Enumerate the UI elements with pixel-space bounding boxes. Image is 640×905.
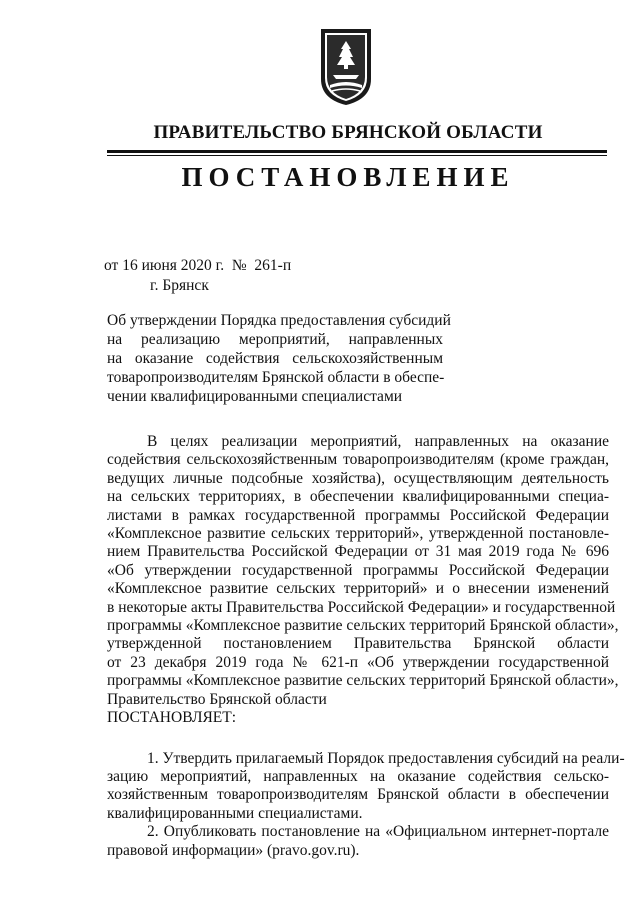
resolves-keyword: ПОСТАНОВЛЯЕТ: xyxy=(107,709,237,727)
preamble-line: «Комплексное развитие сельских территорий», утвержденной постановле- xyxy=(107,525,609,543)
preamble-line: «Комплексное развитие сельских территорий» и о внесении изменений xyxy=(107,580,609,598)
item-2-line: 2. Опубликовать постановление на «Официальном интернет-портале xyxy=(147,823,609,841)
bryansk-coat-of-arms-icon xyxy=(318,27,374,107)
preamble-line: содействия сельскохозяйственным товаропроизводителям (кроме граждан, xyxy=(107,451,609,469)
preamble-line: в некоторые акты Правительства Российской Федерации» и государственной xyxy=(107,598,616,616)
preamble-line: утвержденной постановлением Правительства Брянской области xyxy=(107,635,609,653)
document-number: 261-п xyxy=(254,257,292,274)
preamble-line: программы «Комплексное развитие сельских территорий Брянской области», xyxy=(107,672,619,690)
preamble-line: листами в рамках государственной программы Российской Федерации xyxy=(107,506,609,524)
preamble-line: «Об утверждении государственной программы Российской Федерации xyxy=(107,561,609,579)
subject-line: Об утверждении Порядка предоставления субсидий xyxy=(107,312,451,329)
preamble-line: на сельских территориях, в обеспечении квалифицированными специа- xyxy=(107,488,609,506)
item-1-line: 1. Утвердить прилагаемый Порядок предоставления субсидий на реали- xyxy=(147,749,625,767)
header-divider-thick xyxy=(107,150,607,153)
preamble-line: Правительство Брянской области xyxy=(107,690,327,708)
item-2-line: правовой информации» (pravo.gov.ru). xyxy=(107,841,360,859)
preamble-line: В целях реализации мероприятий, направленных на оказание xyxy=(147,433,609,450)
document-subject xyxy=(107,311,451,406)
subject-line: чении квалифицированными специалистами xyxy=(107,388,403,405)
document-date: от 16 июня 2020 г. xyxy=(104,257,225,274)
item-1-line: хозяйственным товаропроизводителям Брянской области в обеспечении xyxy=(107,786,609,804)
document-city: г. Брянск xyxy=(150,277,209,294)
document-type-title: ПОСТАНОВЛЕНИЕ xyxy=(181,162,515,192)
number-sign: № xyxy=(231,257,247,274)
subject-line: на оказание содействия сельскохозяйственным xyxy=(107,350,443,367)
subject-line: товаропроизводителям Брянской области в обеспе- xyxy=(107,369,445,386)
item-1-line: квалифицированными специалистами. xyxy=(107,804,363,822)
document-body xyxy=(107,433,625,860)
item-1-line: зацию мероприятий, направленных на оказание содействия сельско- xyxy=(107,767,609,785)
document-date-line xyxy=(104,257,291,275)
preamble-line: программы «Комплексное развитие сельских территорий Брянской области», xyxy=(107,617,619,635)
organization-title: ПРАВИТЕЛЬСТВО БРЯНСКОЙ ОБЛАСТИ xyxy=(153,122,543,143)
preamble-line: от 23 декабря 2019 года № 621-п «Об утверждении государственной xyxy=(107,653,609,671)
preamble-line: нием Правительства Российской Федерации от 31 мая 2019 года № 696 xyxy=(107,543,609,561)
header-divider-thin xyxy=(107,155,607,156)
subject-line: на реализацию мероприятий, направленных xyxy=(107,331,443,348)
preamble-line: ведущих личные подсобные хозяйства), осуществляющим деятельность xyxy=(107,469,609,487)
